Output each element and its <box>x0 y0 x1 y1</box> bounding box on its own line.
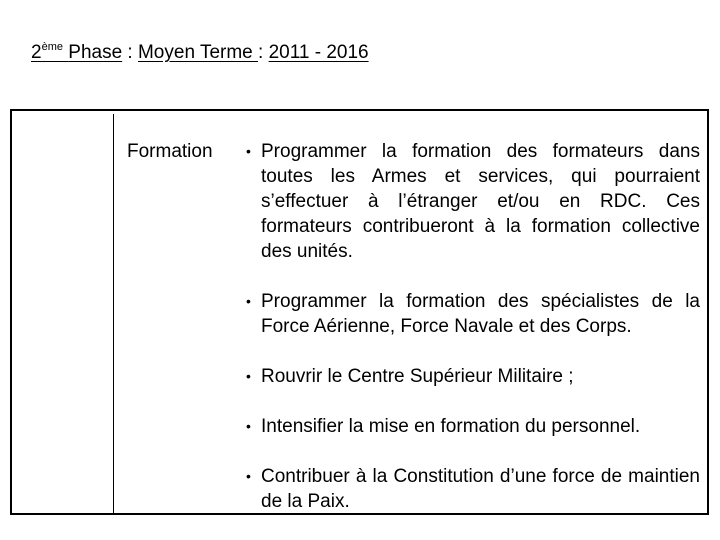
bullet-icon: • <box>246 293 251 309</box>
bullet-icon: • <box>246 418 251 434</box>
bullet-list <box>246 139 700 514</box>
list-item-text: Programmer la formation des spécialistes de la Force Aérienne, Force Navale et des Corps. <box>261 291 700 337</box>
heading-years: 2011 - 2016 <box>268 42 369 63</box>
heading-separator-2: : <box>258 42 269 63</box>
list-item <box>246 289 700 339</box>
list-item <box>246 139 700 264</box>
list-item-text: Contribuer à la Constitution d’une force de maintien de la Paix. <box>261 466 700 512</box>
heading-ordinal: 2ème Phase <box>31 41 123 63</box>
bullet-icon: • <box>246 468 251 484</box>
column-divider <box>113 114 114 515</box>
list-item <box>246 414 700 439</box>
list-item-text: Rouvrir le Centre Supérieur Militaire ; <box>261 366 574 387</box>
page-heading <box>31 40 369 66</box>
list-item <box>246 364 700 389</box>
heading-term: Moyen Terme <box>137 42 259 63</box>
bullet-icon: • <box>246 143 251 159</box>
row-label: Formation <box>127 141 213 162</box>
bullet-icon: • <box>246 368 251 384</box>
list-item-text: Intensifier la mise en formation du personnel. <box>261 416 641 437</box>
heading-separator: : <box>122 42 138 63</box>
list-item <box>246 464 700 514</box>
list-item-text: Programmer la formation des formateurs dans toutes les Armes et services, qui pourraient s’effectuer à l’étranger et/ou en RDC. Ces formateurs contribueront à la formation collective des unités. <box>261 141 700 262</box>
